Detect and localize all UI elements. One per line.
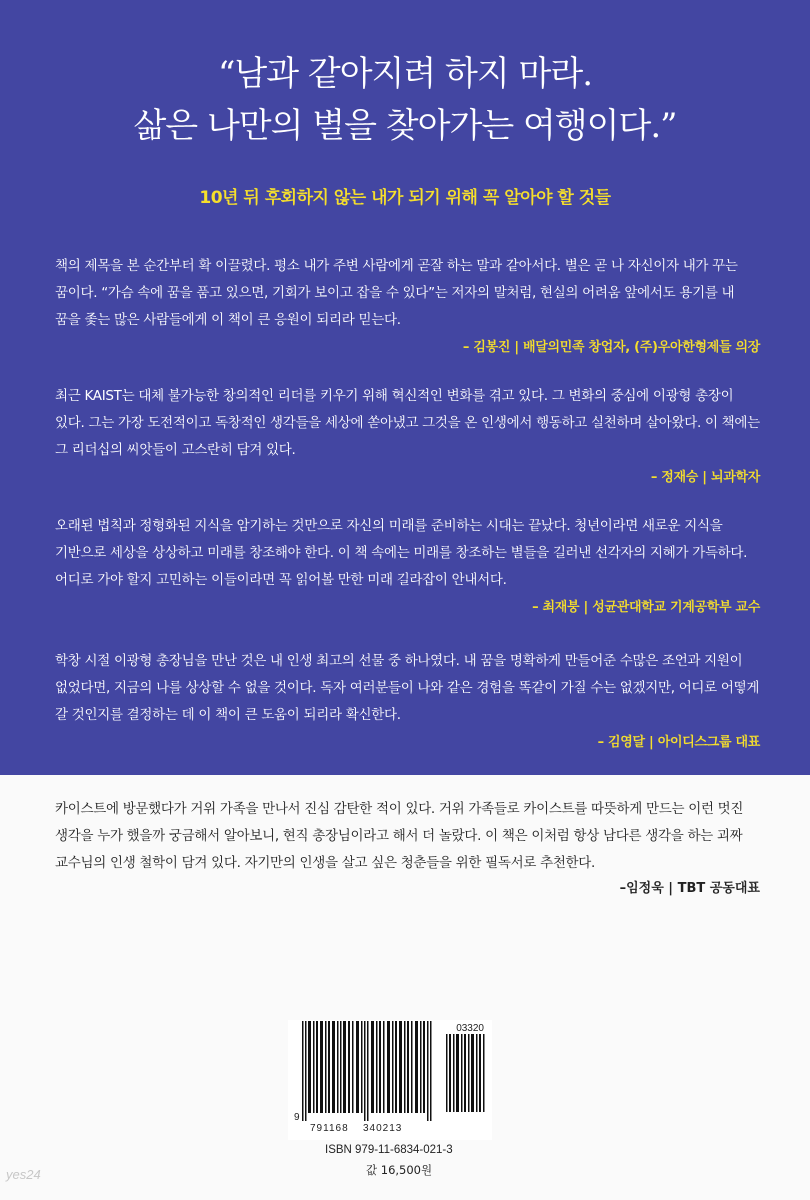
- endorsement-text: 책의 제목을 본 순간부터 확 이끌렸다. 평소 내가 주변 사람에게 곧잘 하는 말과 같아서다. 별은 곧 나 자신이자 내가 꾸는 꿈이다. “가슴 속에 꿈을 품고 있으면, 기회가 보이고 잡을 수 있다”는 저자의 말처럼, 현실의 어려움 앞에서도 용기를 내 꿈을 좇는 많은 사람들에게 이 책이 큰 응원이 되리라 믿는다.: [55, 258, 738, 328]
- endorsement-1: [55, 253, 760, 355]
- headline-line-1: “남과 같아지려 하지 마라.: [217, 54, 593, 94]
- endorsement-4: [55, 648, 760, 750]
- bottom-endorsement-attribution: –임정욱 | TBT 공동대표: [619, 881, 760, 896]
- barcode-add-on-digits: 03320: [456, 1023, 484, 1034]
- barcode-bars: [302, 1021, 442, 1121]
- bottom-endorsement-text: 카이스트에 방문했다가 거위 가족을 만나서 진심 감탄한 적이 있다. 거위 가족들로 카이스트를 따뜻하게 만드는 이런 멋진 생각을 누가 했을까 궁금해서 알아보니, 현직 총장님이라고 해서 더 놀랐다. 이 책은 이처럼 항상 남다른 생각을 하는 괴짜 교수님의 인생 철학이 담겨 있다. 자기만의 인생을 살고 싶은 청춘들을 위한 필독서로 추천한다.: [55, 801, 744, 871]
- barcode-left-digits: 791168: [310, 1123, 349, 1134]
- endorsement-2: [55, 383, 760, 485]
- subtitle: 10년 뒤 후회하지 않는 내가 되기 위해 꼭 알아야 할 것들: [199, 188, 611, 208]
- endorsement-3: [55, 513, 760, 615]
- endorsement-attribution: – 최재붕 | 성균관대학교 기계공학부 교수: [532, 600, 760, 615]
- barcode-right-digits: 340213: [363, 1123, 403, 1134]
- endorsement-text: 최근 KAIST는 대체 불가능한 창의적인 리더를 키우기 위해 혁신적인 변화를 겪고 있다. 그 변화의 중심에 이광형 총장이 있다. 그는 가장 도전적이고 독창적인 생각들을 세상에 쏟아냈고 그것을 온 인생에서 행동하고 실천하며 살아왔다. 이 책에는 그 리더십의 씨앗들이 고스란히 담겨 있다.: [55, 388, 760, 458]
- headline-quote: [0, 48, 810, 152]
- isbn-number: ISBN 979-11-6834-021-3: [325, 1144, 453, 1156]
- endorsement-attribution: – 김봉진 | 배달의민족 창업자, (주)우아한형제들 의장: [462, 340, 760, 355]
- bottom-endorsement: [55, 796, 760, 896]
- barcode-add-on-bars: [446, 1034, 486, 1112]
- endorsement-text: 오래된 법칙과 정형화된 지식을 암기하는 것만으로 자신의 미래를 준비하는 시대는 끝났다. 청년이라면 새로운 지식을 기반으로 세상을 상상하고 미래를 창조해야 한다. 이 책 속에는 미래를 창조하는 별들을 길러낸 선각자의 지혜가 가득하다. 어디로 가야 할지 고민하는 이들이라면 꼭 읽어볼 만한 미래 길라잡이 안내서다.: [55, 518, 748, 588]
- price: 값 16,500원: [366, 1163, 433, 1177]
- barcode-first-digit: 9: [294, 1112, 300, 1123]
- watermark: yes24: [6, 1167, 41, 1182]
- endorsement-attribution: – 김영달 | 아이디스그룹 대표: [597, 735, 760, 750]
- barcode: [288, 1020, 492, 1140]
- endorsement-attribution: – 정재승 | 뇌과학자: [650, 470, 760, 485]
- headline-line-2: 삶은 나만의 별을 찾아가는 여행이다.”: [133, 106, 677, 146]
- endorsement-text: 학창 시절 이광형 총장님을 만난 것은 내 인생 최고의 선물 중 하나였다. 내 꿈을 명확하게 만들어준 수많은 조언과 지원이 없었다면, 지금의 나를 상상할 수 없을 것이다. 독자 여러분들이 나와 같은 경험을 똑같이 가질 수는 없겠지만, 어디로 어떻게 갈 것인지를 결정하는 데 이 책이 큰 도움이 되리라 확신한다.: [55, 653, 760, 723]
